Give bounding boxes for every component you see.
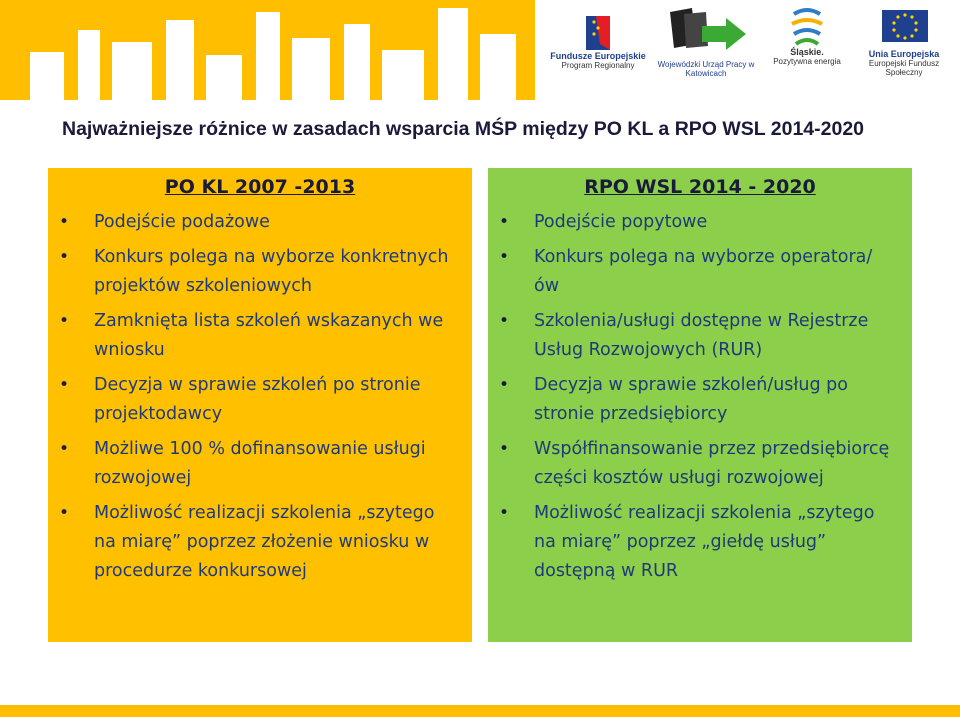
- logo-subtitle: Wojewódzki Urząd Pracy w Katowicach: [657, 60, 755, 78]
- list-item: • Możliwość realizacji szkolenia „szytego na miarę” poprzez złożenie wniosku w procedurze konkursowej: [94, 499, 456, 586]
- logo-title: Śląskie.: [790, 47, 824, 57]
- logo-title: Unia Europejska: [868, 49, 940, 59]
- rpo-wsl-list: [534, 208, 896, 586]
- list-item: • Decyzja w sprawie szkoleń/usług po stronie przedsiębiorcy: [534, 371, 896, 429]
- list-item: • Podejście podażowe: [94, 208, 456, 237]
- list-item: • Szkolenia/usługi dostępne w Rejestrze Usług Rozwojowych (RUR): [534, 307, 896, 365]
- logo-subtitle: Europejski Fundusz Społeczny: [868, 59, 940, 77]
- list-item: • Podejście popytowe: [534, 208, 896, 237]
- slaskie-logo: [764, 4, 850, 96]
- po-kl-panel: [48, 168, 472, 642]
- panel-heading: PO KL 2007 -2013: [164, 176, 356, 198]
- footer-band: [0, 705, 960, 717]
- list-item: • Możliwe 100 % dofinansowanie usługi rozwojowej: [94, 435, 456, 493]
- header-band: [0, 0, 960, 100]
- logo-subtitle: Program Regionalny: [561, 61, 635, 70]
- header-pattern: [0, 0, 535, 100]
- list-item: • Konkurs polega na wyborze konkretnych projektów szkoleniowych: [94, 243, 456, 301]
- list-item: • Współfinansowanie przez przedsiębiorcę części kosztów usługi rozwojowej: [534, 435, 896, 493]
- panel-heading: RPO WSL 2014 - 2020: [584, 176, 816, 198]
- list-item: • Decyzja w sprawie szkoleń po stronie projektodawcy: [94, 371, 456, 429]
- list-item: • Możliwość realizacji szkolenia „szytego na miarę” poprzez „giełdę usług” dostępną w RUR: [534, 499, 896, 586]
- wup-katowice-logo: [656, 4, 756, 96]
- logo-strip: [548, 4, 956, 96]
- logo-subtitle: Pozytywna energia: [773, 57, 841, 66]
- rpo-wsl-panel: [488, 168, 912, 642]
- list-item: • Konkurs polega na wyborze operatora/ów: [534, 243, 896, 301]
- logo-title: Fundusze Europejskie: [550, 51, 646, 61]
- page-title: Najważniejsze różnice w zasadach wsparcia MŚP między PO KL a RPO WSL 2014-2020: [62, 118, 865, 140]
- list-item: • Zamknięta lista szkoleń wskazanych we wniosku: [94, 307, 456, 365]
- fundusze-europejskie-logo: [548, 4, 648, 96]
- po-kl-list: [94, 208, 456, 586]
- unia-europejska-logo: [852, 4, 956, 96]
